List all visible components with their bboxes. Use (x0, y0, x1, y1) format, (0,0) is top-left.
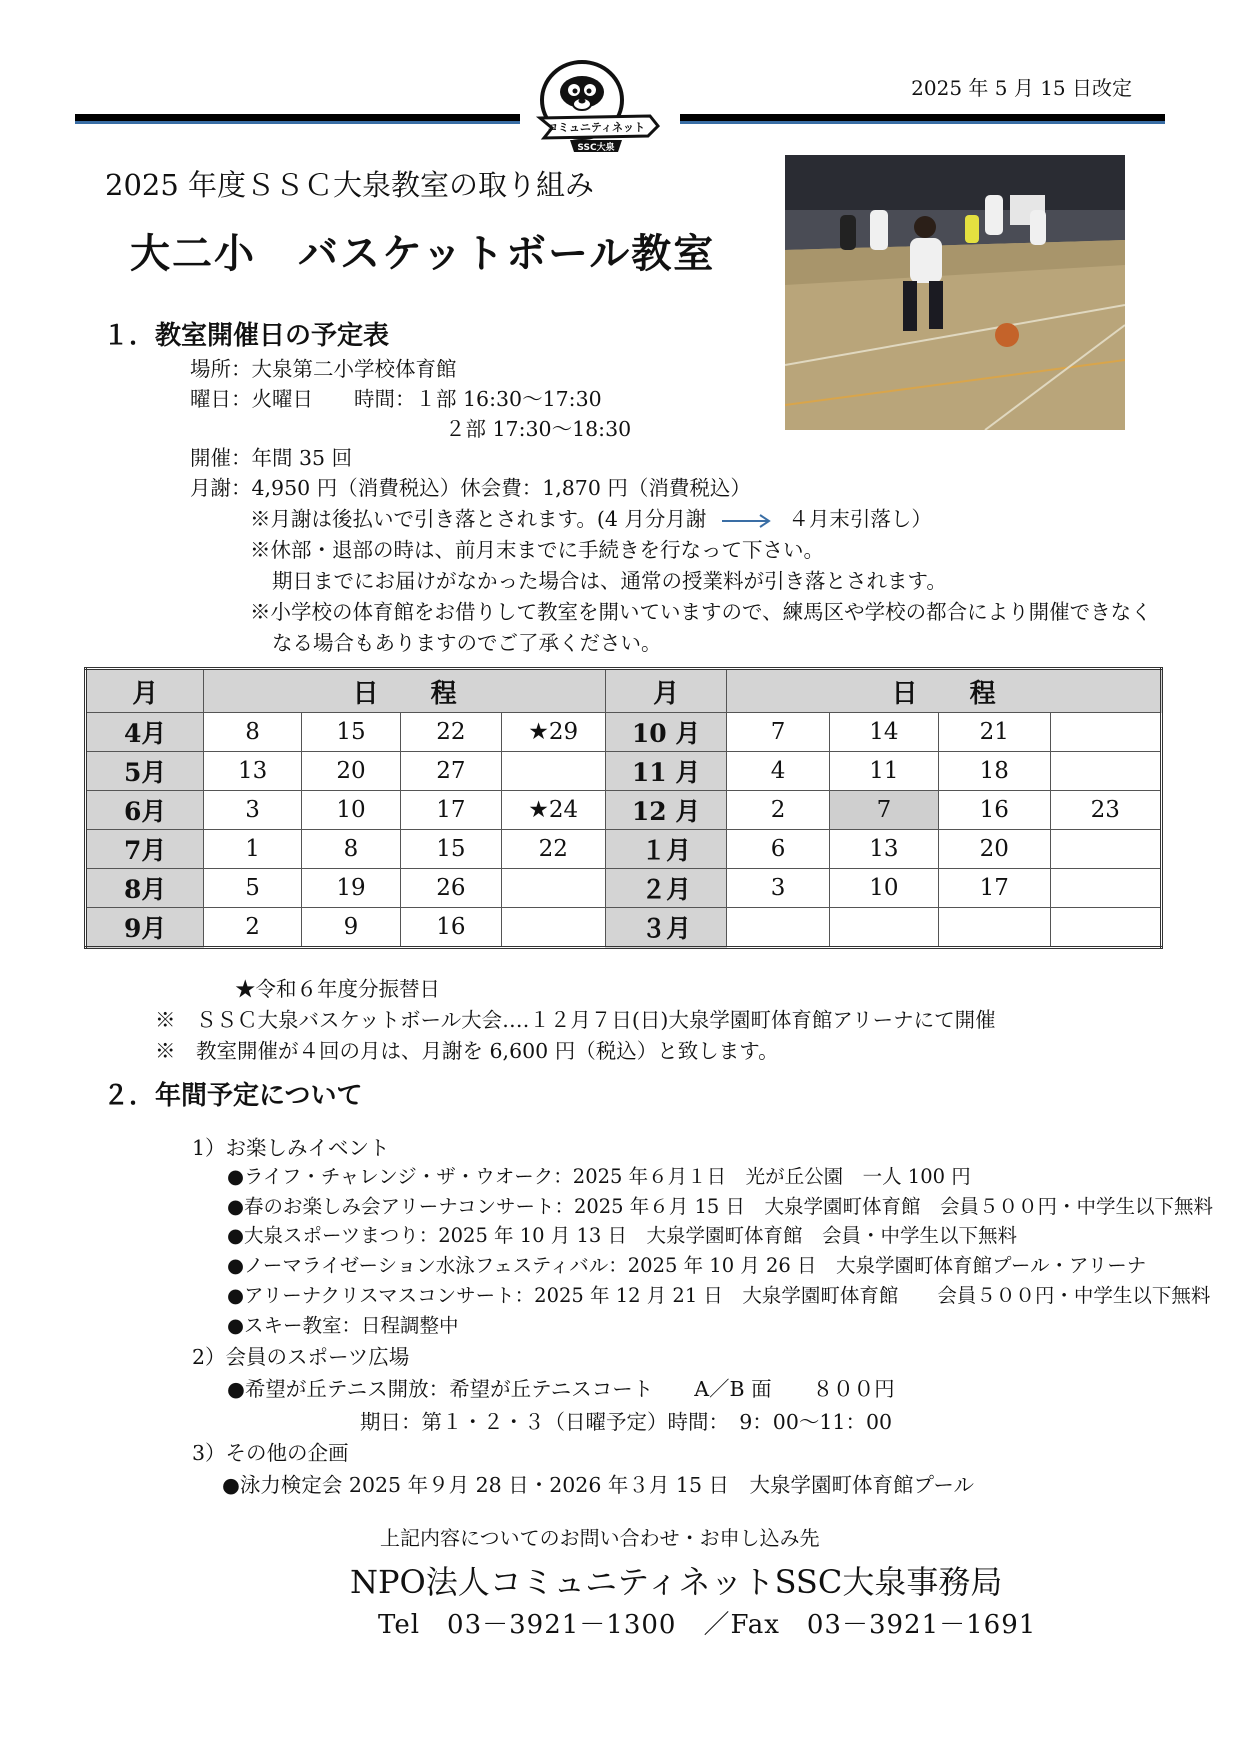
event-item: ●ライフ・チャレンジ・ザ・ウオーク：2025 年６月１日 光が丘公園 一人 100 円 (227, 1165, 971, 1188)
event-item: ●アリーナクリスマスコンサート：2025 年 12 月 21 日 大泉学園町体育館 会員５００円・中学生以下無料 (227, 1284, 1211, 1307)
month-cell: ２月 (605, 869, 726, 908)
tennis-dates: 期日：第１・２・３（日曜予定）時間： 9：00～11：00 (360, 1410, 893, 1434)
date-cell: 10 (829, 869, 938, 908)
month-cell: 12 月 (605, 791, 726, 830)
header-month: 月 (605, 669, 726, 713)
date-cell: 8 (204, 713, 301, 752)
month-cell: 11 月 (605, 752, 726, 791)
sessions-line: 開催：年間 35 回 (190, 446, 353, 470)
table-row (86, 791, 1162, 830)
date-cell: 3 (727, 869, 829, 908)
gym-note-a: ※小学校の体育館をお借りして教室を開いていますので、練馬区や学校の都合により開催できなく (250, 600, 1152, 624)
date-cell: 13 (829, 830, 938, 869)
date-cell-highlighted: 7 (829, 791, 938, 830)
date-cell: 10 (301, 791, 400, 830)
header-month: 月 (86, 669, 204, 713)
events-heading: 1）お楽しみイベント (192, 1136, 390, 1160)
month-cell: ３月 (605, 908, 726, 948)
date-cell: 15 (301, 713, 400, 752)
date-cell: 21 (939, 713, 1050, 752)
arrow-right-icon (722, 514, 772, 528)
date-cell: 9 (301, 908, 400, 948)
revision-date: 2025 年 5 月 15 日改定 (911, 76, 1132, 100)
month-cell: 10 月 (605, 713, 726, 752)
date-cell: 1 (204, 830, 301, 869)
star-note: ★令和６年度分振替日 (235, 977, 440, 1001)
table-row (86, 908, 1162, 948)
date-cell: ★29 (501, 713, 605, 752)
date-cell: 2 (727, 791, 829, 830)
tennis-item: ●希望が丘テニス開放：希望が丘テニスコート A／B 面 ８００円 (227, 1377, 895, 1401)
date-cell: 16 (401, 908, 501, 948)
month-cell: 4月 (86, 713, 204, 752)
location-line: 場所：大泉第二小学校体育館 (190, 357, 457, 381)
month-cell: １月 (605, 830, 726, 869)
organization-name: NPO法人コミュニティネットSSC大泉事務局 (350, 1563, 1003, 1601)
date-cell: 3 (204, 791, 301, 830)
date-cell: 13 (204, 752, 301, 791)
logo-sub: SSC大泉 (577, 143, 615, 153)
event-item: ●大泉スポーツまつり：2025 年 10 月 13 日 大泉学園町体育館 会員・中学生以下無料 (227, 1224, 1017, 1247)
header-dates: 日 程 (727, 669, 1162, 713)
gym-photo (785, 155, 1125, 430)
fee-note-line (250, 502, 932, 532)
table-header-row (86, 669, 1162, 713)
date-cell: 23 (1050, 791, 1161, 830)
date-cell: 14 (829, 713, 938, 752)
contact-numbers: Tel 03－3921－1300 ／Fax 03－3921－1691 (378, 1610, 1037, 1640)
date-cell (829, 908, 938, 948)
logo-text: コミュニティネット (547, 121, 645, 134)
table-row (86, 830, 1162, 869)
date-cell: 20 (939, 830, 1050, 869)
event-item: ●ノーマライゼーション水泳フェスティバル：2025 年 10 月 26 日 大泉学園町体育館プール・アリーナ (227, 1254, 1147, 1277)
date-cell: 26 (401, 869, 501, 908)
inquiry-line: 上記内容についてのお問い合わせ・お申し込み先 (380, 1526, 820, 1550)
fee-note-a: ※月謝は後払いで引き落とされます。(4 月分月謝 (250, 507, 707, 531)
month-cell: 5月 (86, 752, 204, 791)
table-row (86, 752, 1162, 791)
date-cell: 15 (401, 830, 501, 869)
date-cell: 22 (401, 713, 501, 752)
page-title: 大二小 バスケットボール教室 (130, 231, 716, 277)
month-cell: 9月 (86, 908, 204, 948)
date-cell (939, 908, 1050, 948)
fee-line: 月謝：4,950 円（消費税込）休会費：1,870 円（消費税込） (190, 476, 751, 500)
date-cell: ★24 (501, 791, 605, 830)
month-cell: 8月 (86, 869, 204, 908)
date-cell: 8 (301, 830, 400, 869)
date-cell (501, 752, 605, 791)
date-cell (1050, 830, 1161, 869)
table-row (86, 713, 1162, 752)
swim-test-item: ●泳力検定会 2025 年９月 28 日・2026 年３月 15 日 大泉学園町体育館プール (222, 1473, 974, 1497)
date-cell: 5 (204, 869, 301, 908)
date-cell: 4 (727, 752, 829, 791)
schedule-table (84, 667, 1163, 949)
weekday-time-line: 曜日：火曜日 時間：１部 16:30～17:30 (190, 387, 602, 411)
date-cell: 22 (501, 830, 605, 869)
date-cell: 16 (939, 791, 1050, 830)
month-cell: 7月 (86, 830, 204, 869)
date-cell: 17 (939, 869, 1050, 908)
date-cell (1050, 752, 1161, 791)
time-part2-line: ２部 17:30～18:30 (445, 417, 632, 441)
deadline-note: 期日までにお届けがなかった場合は、通常の授業料が引き落とされます。 (272, 569, 947, 593)
date-cell (1050, 908, 1161, 948)
date-cell (501, 869, 605, 908)
date-cell: 18 (939, 752, 1050, 791)
header-dates: 日 程 (204, 669, 605, 713)
date-cell: 20 (301, 752, 400, 791)
date-cell: 6 (727, 830, 829, 869)
sports-plaza-heading: 2）会員のスポーツ広場 (192, 1345, 410, 1369)
month-cell: 6月 (86, 791, 204, 830)
header-rule-left (75, 114, 520, 124)
date-cell: 27 (401, 752, 501, 791)
event-item: ●春のお楽しみ会アリーナコンサート：2025 年６月 15 日 大泉学園町体育館 会員５００円・中学生以下無料 (227, 1195, 1213, 1218)
table-row (86, 869, 1162, 908)
date-cell: 7 (727, 713, 829, 752)
date-cell (1050, 869, 1161, 908)
date-cell: 17 (401, 791, 501, 830)
date-cell (501, 908, 605, 948)
intro-line: 2025 年度ＳＳＣ大泉教室の取り組み (105, 168, 595, 202)
tournament-note: ※ ＳＳＣ大泉バスケットボール大会‥‥１２月７日(日)大泉学園町体育館アリーナにて開催 (155, 1008, 996, 1032)
fee-four-note: ※ 教室開催が４回の月は、月謝を 6,600 円（税込）と致します。 (155, 1039, 779, 1063)
date-cell (727, 908, 829, 948)
other-heading: 3）その他の企画 (192, 1441, 349, 1465)
section1-heading: １．教室開催日の予定表 (103, 321, 390, 351)
date-cell: 11 (829, 752, 938, 791)
date-cell: 19 (301, 869, 400, 908)
date-cell: 2 (204, 908, 301, 948)
gym-note-b: なる場合もありますのでご了承ください。 (272, 631, 662, 655)
header-rule-right (680, 114, 1165, 124)
ssc-logo-icon (530, 58, 665, 158)
event-item: ●スキー教室：日程調整中 (227, 1314, 459, 1337)
date-cell (1050, 713, 1161, 752)
fee-note-b: ４月末引落し） (788, 507, 932, 531)
section2-heading: ２．年間予定について (103, 1081, 363, 1111)
withdraw-note: ※休部・退部の時は、前月末までに手続きを行なって下さい。 (250, 538, 824, 562)
